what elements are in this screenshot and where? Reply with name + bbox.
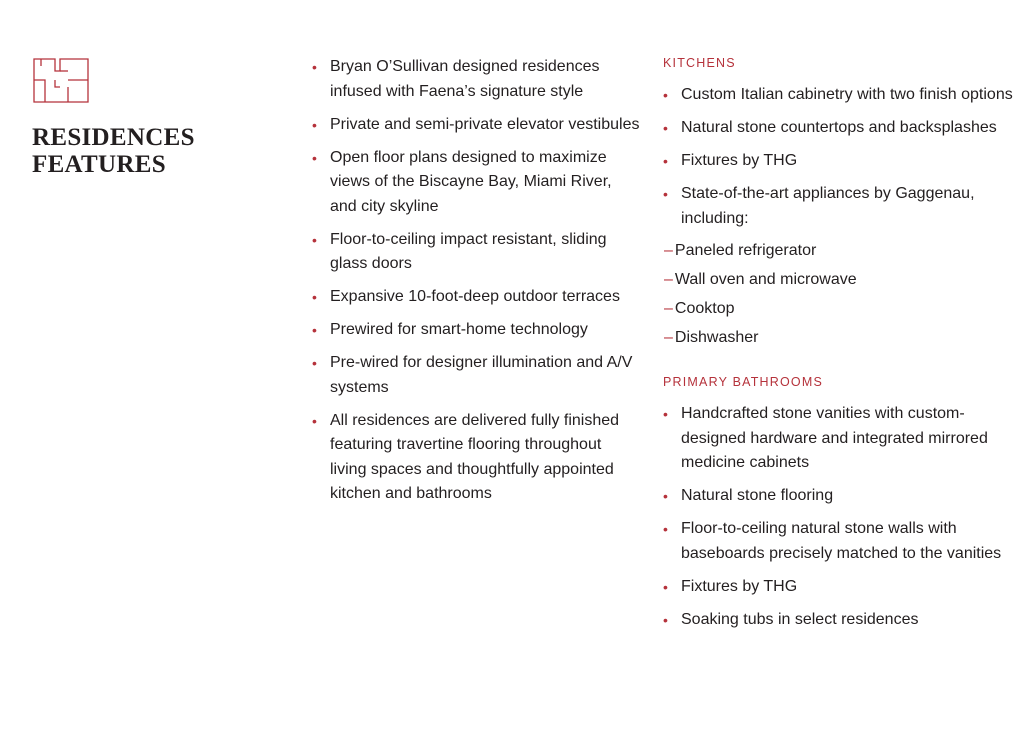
list-item (663, 484, 1013, 509)
bullet: • (312, 289, 317, 305)
bullet: • (312, 231, 317, 248)
feature-text: Floor-to-ceiling impact resistant, sliding glass doors (330, 230, 607, 272)
list-item (312, 318, 642, 343)
list-item (663, 116, 1013, 141)
bullet: • (663, 488, 668, 504)
appliance-text: Dishwasher (674, 329, 759, 346)
appliance-text: Cooktop (674, 300, 735, 317)
bathroom-text: Floor-to-ceiling natural stone walls with baseboards precisely matched to the vanities (681, 520, 1002, 562)
list-item (312, 351, 642, 400)
list-item (312, 113, 642, 138)
bullet: • (663, 153, 668, 169)
bullet: • (663, 120, 668, 136)
bullet: • (663, 186, 668, 202)
list-item (663, 149, 1013, 174)
list-item (312, 146, 642, 220)
feature-text: Open floor plans designed to maximize views of the Biscayne Bay, Miami River, and city skyline (330, 148, 612, 215)
feature-text: Prewired for smart-home technology (330, 321, 588, 338)
bathroom-text: Handcrafted stone vanities with custom-designed hardware and integrated mirrored medicine cabinets (681, 405, 988, 471)
list-item (312, 55, 642, 104)
bullet: • (663, 406, 668, 422)
appliance-text: Paneled refrigerator (674, 242, 817, 259)
list-item (663, 402, 1013, 476)
bullet: • (663, 578, 668, 595)
feature-text: Expansive 10-foot-deep outdoor terraces (330, 288, 620, 305)
bullet: • (663, 87, 668, 103)
feature-text: Private and semi-private elevator vestibules (330, 115, 640, 133)
title-line-1: RESIDENCES (32, 124, 195, 151)
kitchen-text: Fixtures by THG (681, 152, 798, 169)
feature-text: Bryan O’Sullivan designed residences infused with Faena’s signature style (330, 58, 600, 100)
bullet: • (663, 521, 668, 537)
features-list (312, 55, 642, 515)
appliances-list (664, 236, 1013, 352)
title-line-2: FEATURES (32, 151, 166, 178)
bullet: • (312, 322, 317, 338)
list-item (312, 285, 642, 310)
bathrooms-list (663, 402, 1013, 632)
bathroom-text: Soaking tubs in select residences (681, 610, 919, 628)
floor-plan-icon (33, 58, 89, 103)
kitchen-text: Natural stone countertops and backsplashes (681, 119, 997, 136)
bullet: • (312, 355, 317, 371)
amenities-column (663, 55, 1013, 641)
kitchens-heading: KITCHENS (663, 56, 736, 70)
list-item (663, 608, 1013, 633)
sub-list-item (664, 294, 1013, 323)
list-item (663, 517, 1013, 566)
sub-list-item (664, 265, 1013, 294)
page-title (32, 124, 195, 178)
bathroom-text: Fixtures by THG (681, 577, 798, 595)
appliance-text: Wall oven and microwave (674, 271, 857, 288)
dash: – (664, 329, 673, 346)
list-item (312, 228, 642, 277)
kitchen-text: State-of-the-art appliances by Gaggenau, including: (681, 185, 975, 227)
bullet: • (663, 611, 668, 628)
bullet: • (312, 412, 317, 429)
list-item (663, 182, 1013, 352)
list-item (312, 409, 642, 507)
bullet: • (312, 149, 317, 166)
sub-list-item (664, 323, 1013, 352)
bullet: • (312, 116, 317, 133)
bathrooms-heading: PRIMARY BATHROOMS (663, 375, 824, 389)
list-item (663, 83, 1013, 108)
bullet: • (312, 59, 317, 75)
feature-text: All residences are delivered fully finished featuring travertine flooring throughout living spaces and thoughtfully appointed kitchen and bathrooms (330, 411, 620, 502)
dash: – (664, 300, 673, 317)
bathroom-text: Natural stone flooring (681, 487, 834, 504)
feature-text: Pre-wired for designer illumination and A/V systems (330, 354, 633, 396)
sub-list-item (664, 236, 1013, 265)
list-item (663, 575, 1013, 600)
dash: – (664, 271, 673, 288)
kitchens-list (663, 83, 1013, 352)
kitchen-text: Custom Italian cabinetry with two finish options (681, 86, 1013, 103)
dash: – (664, 242, 673, 259)
